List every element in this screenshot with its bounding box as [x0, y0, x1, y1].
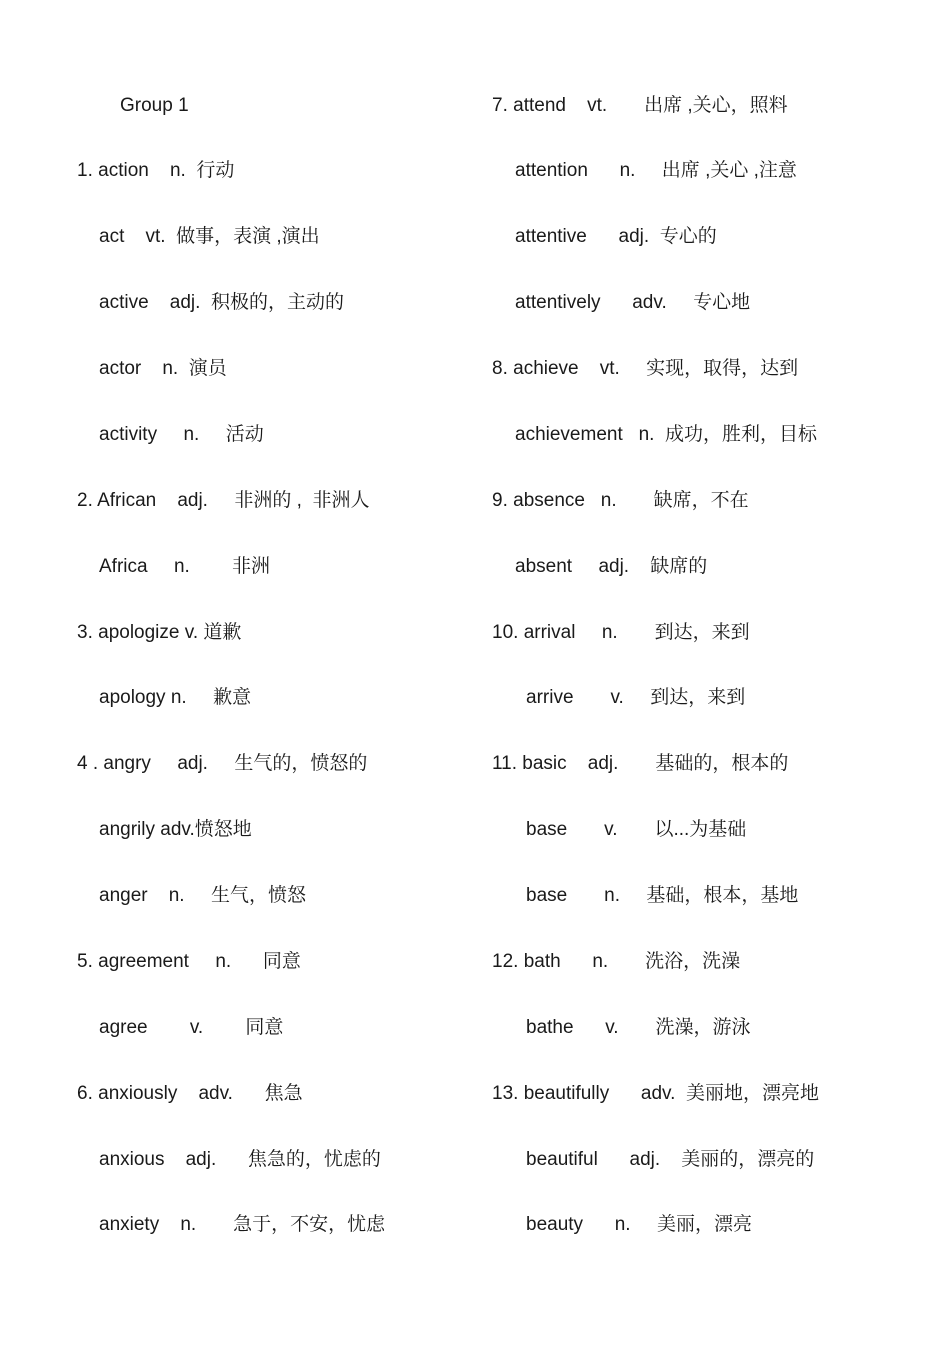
- entry-line: beauty n. 美丽，漂亮: [526, 1214, 752, 1235]
- entry-line: angrily adv.愤怒地: [99, 819, 252, 840]
- entry-line: 8. achieve vt. 实现，取得，达到: [492, 358, 799, 379]
- entry-line: 1. action n. 行动: [77, 160, 235, 181]
- entry-line: actor n. 演员: [99, 358, 227, 379]
- entry-line: activity n. 活动: [99, 424, 264, 445]
- entry-line: 12. bath n. 洗浴，洗澡: [492, 951, 741, 972]
- entry-line: 3. apologize v. 道歉: [77, 622, 242, 643]
- group-title: Group 1: [120, 95, 189, 116]
- entry-line: 6. anxiously adv. 焦急: [77, 1083, 303, 1104]
- entry-line: 9. absence n. 缺席，不在: [492, 490, 749, 511]
- entry-line: agree v. 同意: [99, 1017, 284, 1038]
- entry-line: 4 . angry adj. 生气的，愤怒的: [77, 753, 368, 774]
- entry-line: absent adj. 缺席的: [515, 556, 708, 577]
- entry-line: Africa n. 非洲: [99, 556, 271, 577]
- entry-line: 2. African adj. 非洲的 , 非洲人: [77, 490, 370, 511]
- entry-line: anxiety n. 急于，不安，忧虑: [99, 1214, 386, 1235]
- entry-line: beautiful adj. 美丽的，漂亮的: [526, 1149, 815, 1170]
- entry-line: apology n. 歉意: [99, 687, 252, 708]
- entry-line: 7. attend vt. 出席 ,关心，照料: [492, 95, 788, 116]
- entry-line: base n. 基础，根本，基地: [526, 885, 799, 906]
- entry-line: anxious adj. 焦急的，忧虑的: [99, 1149, 381, 1170]
- entry-line: 13. beautifully adv. 美丽地，漂亮地: [492, 1083, 819, 1104]
- entry-line: bathe v. 洗澡，游泳: [526, 1017, 751, 1038]
- entry-line: base v. 以...为基础: [526, 819, 747, 840]
- entry-line: attentive adj. 专心的: [515, 226, 717, 247]
- entry-line: act vt. 做事，表演 ,演出: [99, 226, 320, 247]
- entry-line: 11. basic adj. 基础的，根本的: [492, 753, 789, 774]
- entry-line: 10. arrival n. 到达，来到: [492, 622, 750, 643]
- entry-line: arrive v. 到达，来到: [526, 687, 746, 708]
- entry-line: attention n. 出席 ,关心 ,注意: [515, 160, 797, 181]
- entry-line: active adj. 积极的，主动的: [99, 292, 344, 313]
- entry-line: attentively adv. 专心地: [515, 292, 751, 313]
- entry-line: anger n. 生气，愤怒: [99, 885, 306, 906]
- entry-line: achievement n. 成功，胜利，目标: [515, 424, 817, 445]
- entry-line: 5. agreement n. 同意: [77, 951, 301, 972]
